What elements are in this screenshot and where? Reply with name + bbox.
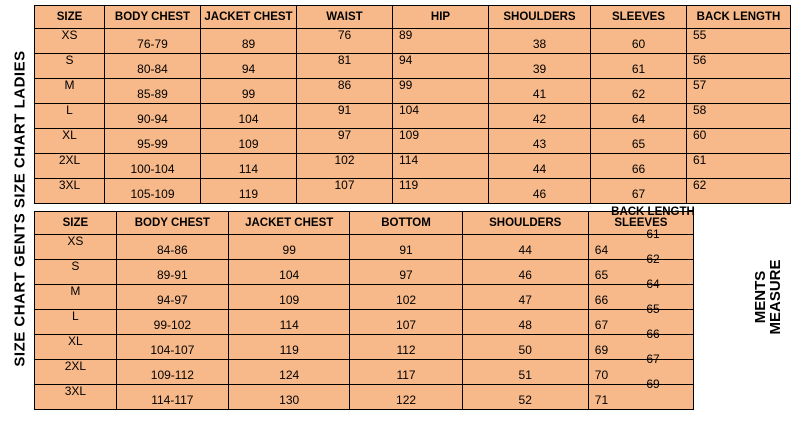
cell-size: XL bbox=[35, 129, 105, 154]
cell-jacket-chest: 130 bbox=[228, 385, 350, 410]
table-row bbox=[35, 179, 791, 204]
cell-sleeves: 61 bbox=[591, 54, 687, 79]
cell-size: M bbox=[35, 285, 117, 310]
right-vertical-label-text bbox=[753, 237, 783, 357]
cell-size: L bbox=[35, 104, 105, 129]
column-header-back-length: BACK LENGTH bbox=[687, 6, 791, 29]
column-header-body-chest: BODY CHEST bbox=[116, 212, 228, 235]
cell-jacket-chest: 109 bbox=[201, 129, 297, 154]
cell-body-chest: 95-99 bbox=[105, 129, 201, 154]
column-header-hip: HIP bbox=[393, 6, 489, 29]
gents-size-table bbox=[34, 211, 694, 410]
cell-body-chest: 76-79 bbox=[105, 29, 201, 54]
table-row bbox=[35, 29, 791, 54]
cell-jacket-chest: 94 bbox=[201, 54, 297, 79]
gents-back-length-column bbox=[598, 222, 708, 397]
cell-hip: 114 bbox=[393, 154, 489, 179]
gents-back-length-header: BACK LENGTH bbox=[611, 206, 695, 218]
cell-body-chest: 105-109 bbox=[105, 179, 201, 204]
cell-waist: 107 bbox=[297, 179, 393, 204]
table-header-row bbox=[35, 6, 791, 29]
cell-size: L bbox=[35, 310, 117, 335]
column-header-sleeves: SLEEVES bbox=[591, 6, 687, 29]
cell-jacket-chest: 99 bbox=[228, 235, 350, 260]
cell-body-chest: 100-104 bbox=[105, 154, 201, 179]
table-row bbox=[35, 104, 791, 129]
cell-sleeves: 71 bbox=[588, 385, 693, 410]
table-row bbox=[35, 154, 791, 179]
cell-shoulders: 46 bbox=[489, 179, 591, 204]
cell-size: 3XL bbox=[35, 179, 105, 204]
cell-sleeves: 64 bbox=[588, 235, 693, 260]
column-header-sleeves: SLEEVES bbox=[588, 212, 693, 235]
cell-body-chest: 80-84 bbox=[105, 54, 201, 79]
cell-shoulders: 41 bbox=[489, 79, 591, 104]
cell-back-length: 62 bbox=[646, 252, 660, 266]
cell-shoulders: 42 bbox=[489, 104, 591, 129]
table-row bbox=[35, 360, 694, 385]
column-header-size: SIZE bbox=[35, 6, 105, 29]
cell-shoulders: 44 bbox=[489, 154, 591, 179]
cell-size: XL bbox=[35, 335, 117, 360]
cell-jacket-chest: 114 bbox=[228, 310, 350, 335]
cell-size: 2XL bbox=[35, 360, 117, 385]
cell-sleeves: 67 bbox=[591, 179, 687, 204]
table-row bbox=[35, 385, 694, 410]
cell-bottom: 102 bbox=[350, 285, 462, 310]
cell-size: XS bbox=[35, 235, 117, 260]
left-vertical-label-text: SIZE CHART GENTS SIZE CHART LADIES bbox=[11, 50, 29, 367]
cell-jacket-chest: 124 bbox=[228, 360, 350, 385]
left-vertical-label bbox=[0, 0, 34, 432]
column-header-shoulders: SHOULDERS bbox=[462, 212, 588, 235]
cell-bottom: 112 bbox=[350, 335, 462, 360]
cell-size: S bbox=[35, 260, 117, 285]
table-row bbox=[35, 335, 694, 360]
table-row bbox=[35, 54, 791, 79]
cell-sleeves: 69 bbox=[588, 335, 693, 360]
cell-back-length: 57 bbox=[687, 79, 791, 104]
column-header-jacket-chest: JACKET CHEST bbox=[201, 6, 297, 29]
cell-body-chest: 90-94 bbox=[105, 104, 201, 129]
cell-size: S bbox=[35, 54, 105, 79]
cell-shoulders: 50 bbox=[462, 335, 588, 360]
table-row bbox=[35, 260, 694, 285]
column-header-size: SIZE bbox=[35, 212, 117, 235]
cell-shoulders: 46 bbox=[462, 260, 588, 285]
cell-body-chest: 114-117 bbox=[116, 385, 228, 410]
cell-size: 2XL bbox=[35, 154, 105, 179]
cell-body-chest: 109-112 bbox=[116, 360, 228, 385]
cell-shoulders: 44 bbox=[462, 235, 588, 260]
cell-size: XS bbox=[35, 29, 105, 54]
cell-bottom: 122 bbox=[350, 385, 462, 410]
cell-waist: 76 bbox=[297, 29, 393, 54]
cell-waist: 91 bbox=[297, 104, 393, 129]
cell-back-length: 67 bbox=[646, 352, 660, 366]
cell-waist: 97 bbox=[297, 129, 393, 154]
column-header-body-chest: BODY CHEST bbox=[105, 6, 201, 29]
cell-back-length: 64 bbox=[646, 277, 660, 291]
cell-sleeves: 65 bbox=[591, 129, 687, 154]
cell-sleeves: 67 bbox=[588, 310, 693, 335]
table-row bbox=[35, 285, 694, 310]
cell-back-length: 60 bbox=[687, 129, 791, 154]
cell-size: M bbox=[35, 79, 105, 104]
right-vertical-label-line2: MEASURE bbox=[767, 259, 784, 335]
cell-jacket-chest: 119 bbox=[201, 179, 297, 204]
cell-back-length: 65 bbox=[646, 302, 660, 316]
cell-back-length: 58 bbox=[687, 104, 791, 129]
right-vertical-label bbox=[738, 240, 798, 360]
cell-hip: 99 bbox=[393, 79, 489, 104]
cell-shoulders: 51 bbox=[462, 360, 588, 385]
cell-hip: 104 bbox=[393, 104, 489, 129]
cell-back-length: 56 bbox=[687, 54, 791, 79]
cell-jacket-chest: 99 bbox=[201, 79, 297, 104]
table-row bbox=[35, 79, 791, 104]
cell-hip: 94 bbox=[393, 54, 489, 79]
cell-sleeves: 64 bbox=[591, 104, 687, 129]
cell-hip: 109 bbox=[393, 129, 489, 154]
cell-back-length: 62 bbox=[687, 179, 791, 204]
cell-shoulders: 39 bbox=[489, 54, 591, 79]
cell-shoulders: 52 bbox=[462, 385, 588, 410]
cell-body-chest: 84-86 bbox=[116, 235, 228, 260]
cell-back-length: 66 bbox=[646, 327, 660, 341]
column-header-bottom: BOTTOM bbox=[350, 212, 462, 235]
cell-jacket-chest: 119 bbox=[228, 335, 350, 360]
cell-sleeves: 66 bbox=[588, 285, 693, 310]
cell-body-chest: 89-91 bbox=[116, 260, 228, 285]
column-header-shoulders: SHOULDERS bbox=[489, 6, 591, 29]
cell-sleeves: 70 bbox=[588, 360, 693, 385]
cell-body-chest: 94-97 bbox=[116, 285, 228, 310]
cell-hip: 119 bbox=[393, 179, 489, 204]
cell-sleeves: 65 bbox=[588, 260, 693, 285]
table-row bbox=[35, 235, 694, 260]
cell-waist: 102 bbox=[297, 154, 393, 179]
cell-bottom: 91 bbox=[350, 235, 462, 260]
cell-jacket-chest: 114 bbox=[201, 154, 297, 179]
column-header-jacket-chest: JACKET CHEST bbox=[228, 212, 350, 235]
cell-bottom: 117 bbox=[350, 360, 462, 385]
cell-bottom: 97 bbox=[350, 260, 462, 285]
table-row bbox=[35, 310, 694, 335]
cell-jacket-chest: 104 bbox=[228, 260, 350, 285]
cell-waist: 81 bbox=[297, 54, 393, 79]
cell-shoulders: 47 bbox=[462, 285, 588, 310]
table-row bbox=[35, 129, 791, 154]
cell-jacket-chest: 109 bbox=[228, 285, 350, 310]
table-header-row bbox=[35, 212, 694, 235]
cell-sleeves: 60 bbox=[591, 29, 687, 54]
cell-back-length: 69 bbox=[646, 377, 660, 391]
cell-jacket-chest: 104 bbox=[201, 104, 297, 129]
right-vertical-label-line1: MENTS bbox=[752, 270, 769, 324]
column-header-waist: WAIST bbox=[297, 6, 393, 29]
cell-jacket-chest: 89 bbox=[201, 29, 297, 54]
ladies-size-table bbox=[34, 5, 791, 204]
cell-shoulders: 38 bbox=[489, 29, 591, 54]
cell-body-chest: 99-102 bbox=[116, 310, 228, 335]
cell-sleeves: 62 bbox=[591, 79, 687, 104]
cell-waist: 86 bbox=[297, 79, 393, 104]
cell-back-length: 61 bbox=[687, 154, 791, 179]
cell-hip: 89 bbox=[393, 29, 489, 54]
cell-back-length: 61 bbox=[646, 227, 660, 241]
cell-shoulders: 43 bbox=[489, 129, 591, 154]
cell-body-chest: 85-89 bbox=[105, 79, 201, 104]
cell-shoulders: 48 bbox=[462, 310, 588, 335]
cell-body-chest: 104-107 bbox=[116, 335, 228, 360]
cell-bottom: 107 bbox=[350, 310, 462, 335]
cell-sleeves: 66 bbox=[591, 154, 687, 179]
cell-back-length: 55 bbox=[687, 29, 791, 54]
cell-size: 3XL bbox=[35, 385, 117, 410]
